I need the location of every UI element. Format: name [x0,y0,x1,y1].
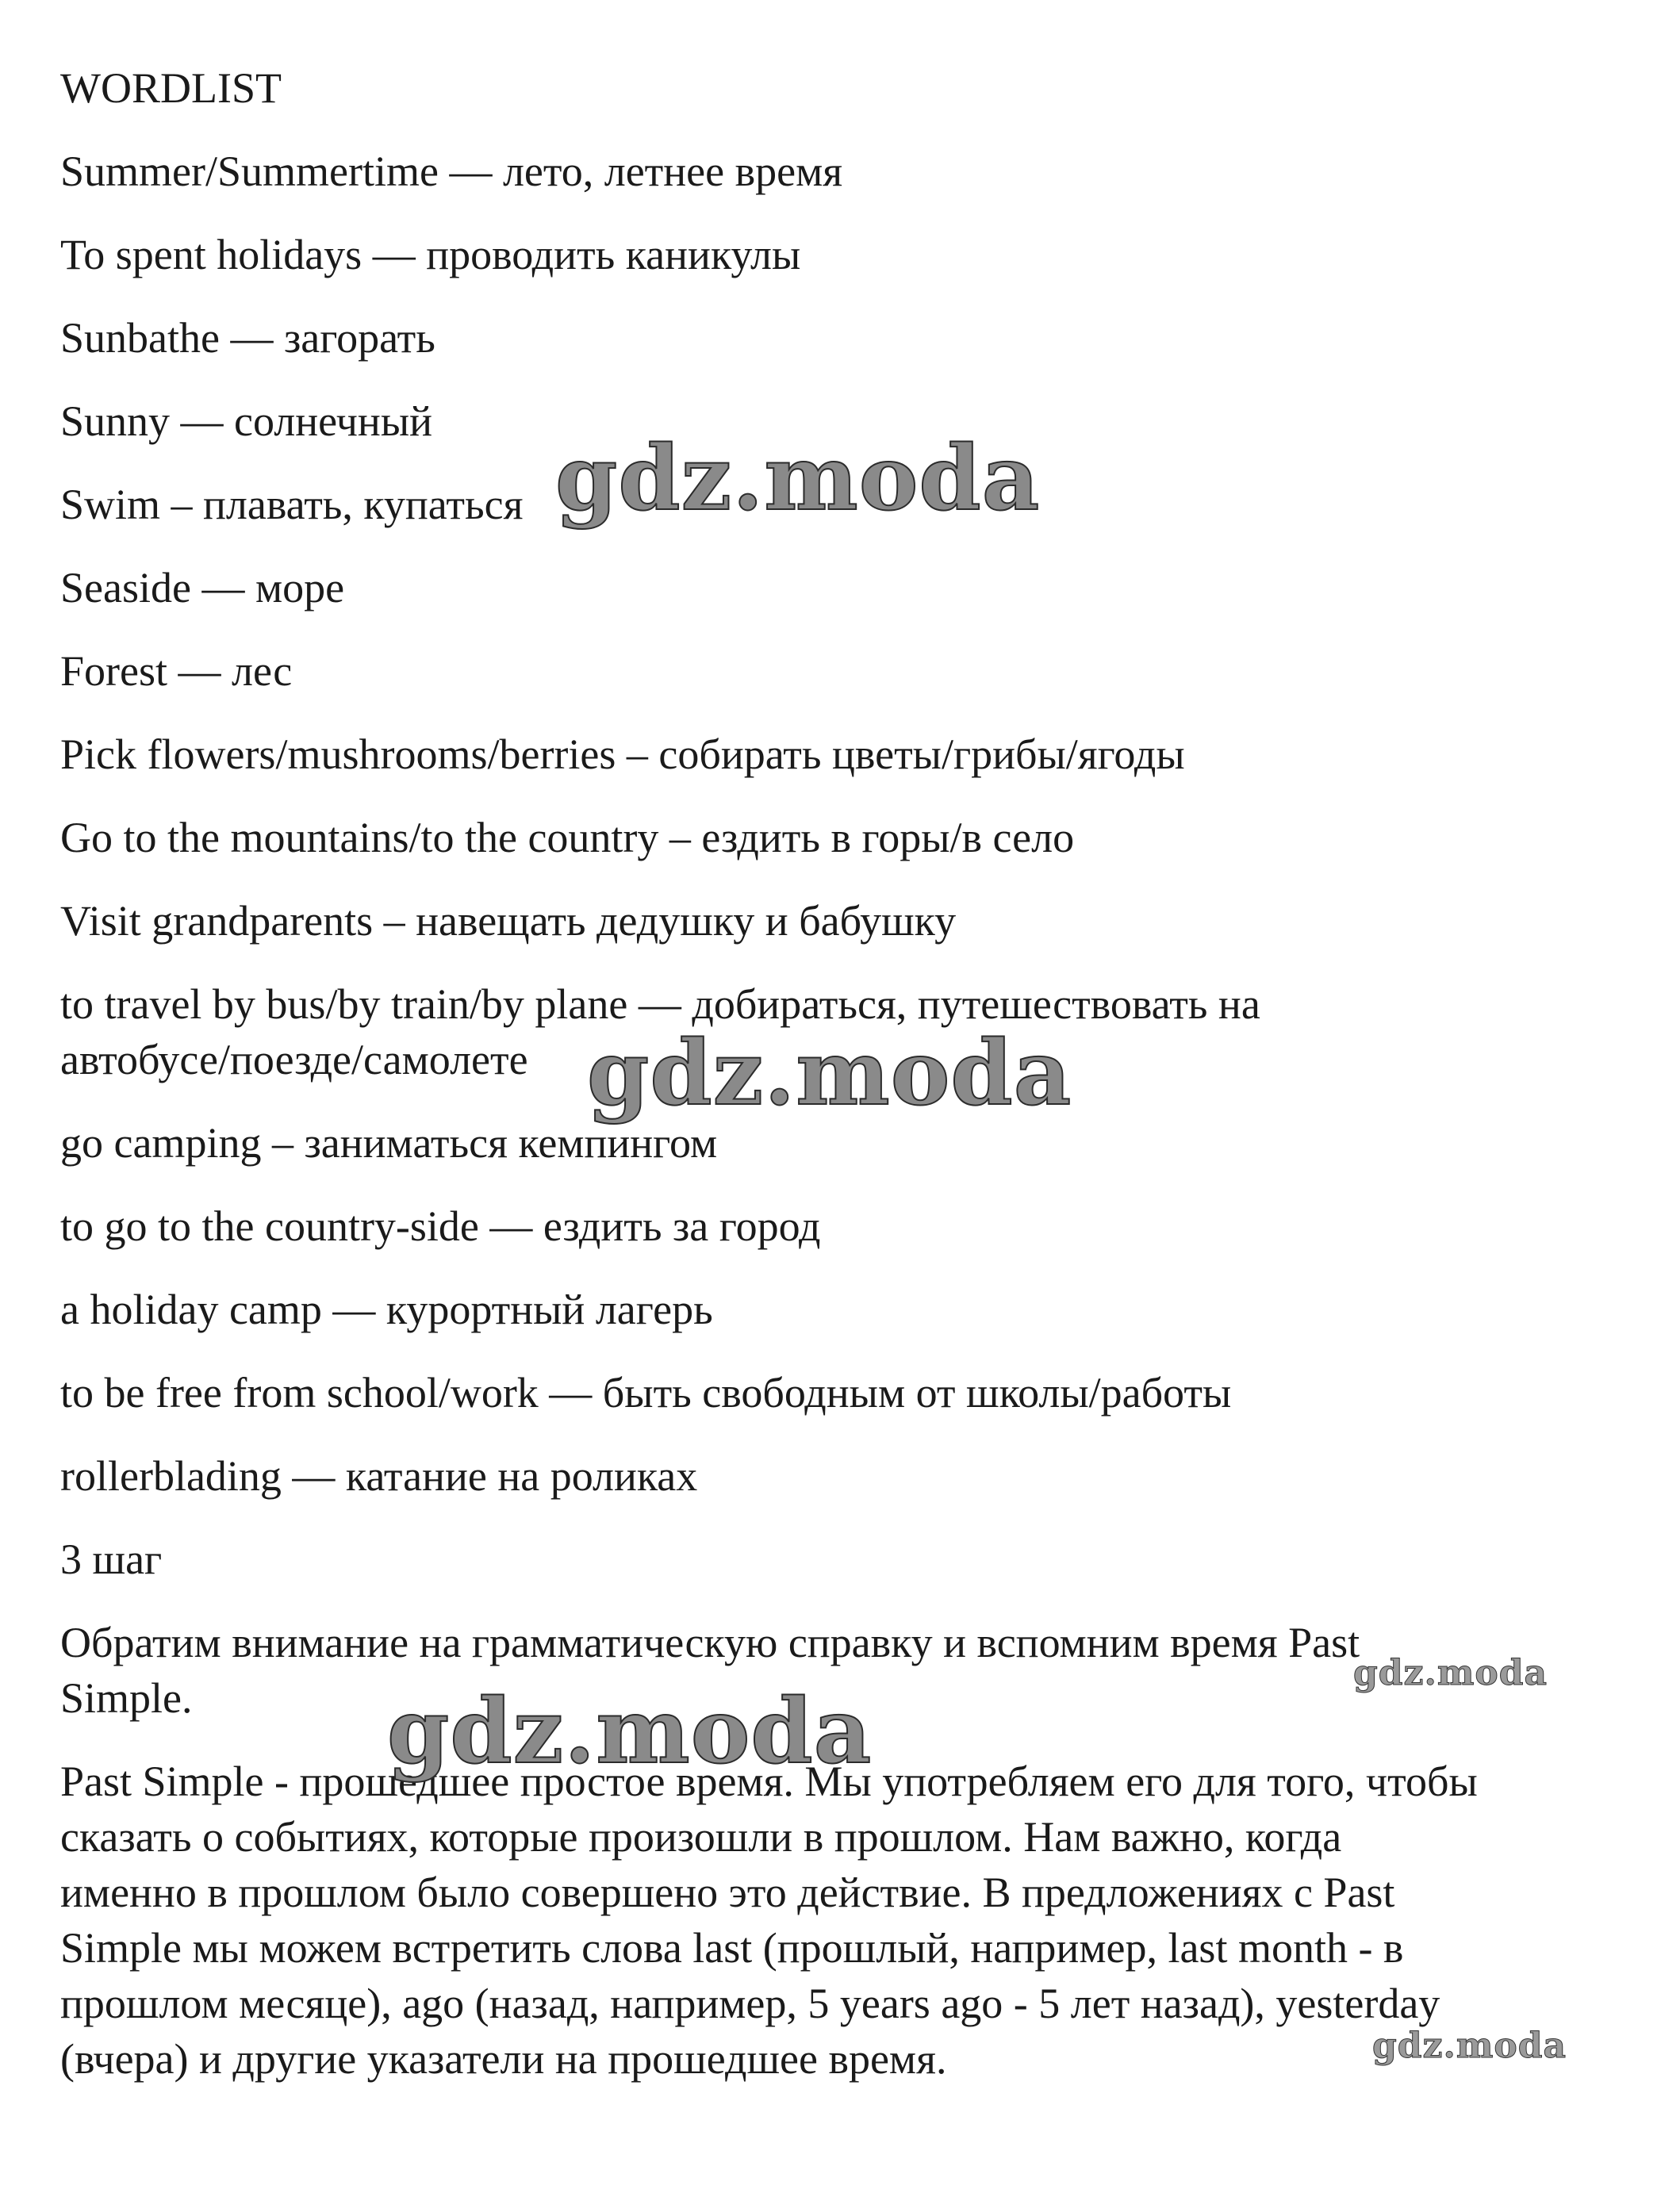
body-line: Simple мы можем встретить слова last (прошлый, например, last month - в [60,1924,1404,1972]
wordlist-entry: Sunny — солнечный [60,397,432,445]
intro-line: Simple. [60,1674,193,1722]
wordlist-entry: Go to the mountains/to the country – ездить в горы/в село [60,814,1075,861]
wordlist-entry: Swim – плавать, купаться [60,481,524,528]
watermark: gdz.moda [555,427,1041,531]
wordlist-entry: to be free from school/work — быть свободным от школы/работы [60,1369,1232,1417]
wordlist-entry: go camping – заниматься кемпингом [60,1119,718,1167]
watermark: gdz.moda [1353,1653,1548,1693]
wordlist-entry: to go to the country-side — ездить за город [60,1202,821,1250]
wordlist-entry: To spent holidays — проводить каникулы [60,231,801,278]
body-line: сказать о событиях, которые произошли в прошлом. Нам важно, когда [60,1813,1342,1861]
wordlist-entry: to travel by bus/by train/by plane — добираться, путешествовать на [60,980,1260,1028]
wordlist-entry: Forest — лес [60,647,293,695]
wordlist-entry: Seaside — море [60,564,345,611]
wordlist-entry: a holiday camp — курортный лагерь [60,1286,713,1333]
wordlist-heading: WORDLIST [60,64,282,112]
body-line: (вчера) и другие указатели на прошедшее время. [60,2035,947,2083]
step-label: 3 шаг [60,1535,163,1583]
wordlist-entry: Pick flowers/mushrooms/berries – собирать цветы/грибы/ягоды [60,730,1185,778]
wordlist-entry: Summer/Summertime — лето, летнее время [60,148,843,195]
body-line: прошлом месяце), ago (назад, например, 5 years ago - 5 лет назад), yesterday [60,1980,1440,2027]
body-line: именно в прошлом было совершено это действие. В предложениях с Past [60,1869,1395,1916]
wordlist-entry: Sunbathe — загорать [60,314,435,362]
intro-line: Обратим внимание на грамматическую справку и вспомним время Past [60,1619,1360,1666]
watermark: gdz.moda [387,1680,873,1784]
watermark: gdz.moda [587,1022,1072,1125]
body-line: Past Simple - прошедшее простое время. Мы употребляем его для того, чтобы [60,1758,1478,1805]
wordlist-entry: rollerblading — катание на роликах [60,1452,698,1500]
wordlist-entry: Visit grandparents – навещать дедушку и бабушку [60,897,957,945]
wordlist-entry-continuation: автобусе/поезде/самолете [60,1036,528,1083]
watermark: gdz.moda [1372,2026,1567,2066]
